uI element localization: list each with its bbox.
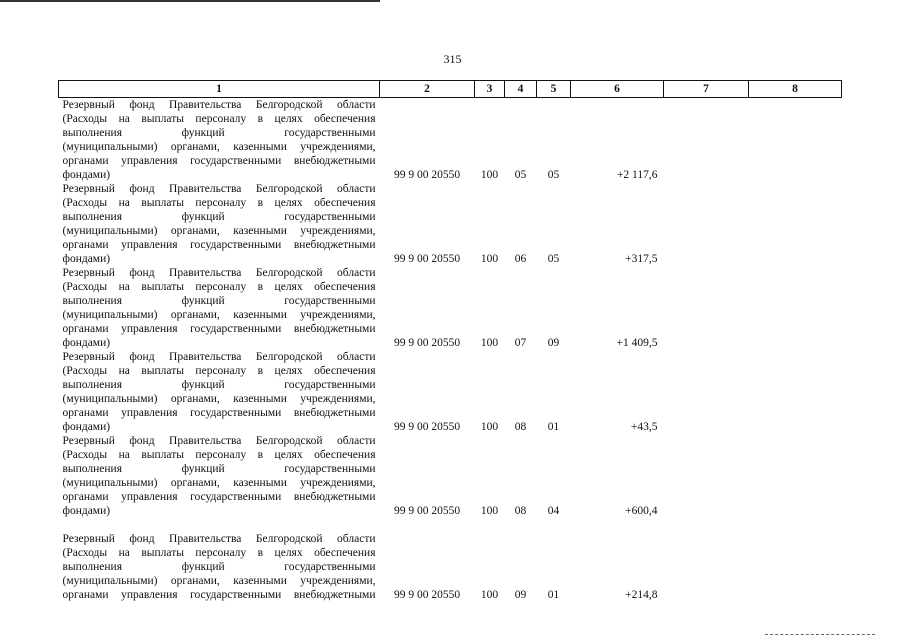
amount-value: +43,5 xyxy=(630,421,658,433)
table-header-row xyxy=(59,81,842,98)
desc-line: Резервный фонд Правительства Белгородской области xyxy=(62,351,376,363)
amount-value: +2 117,6 xyxy=(616,169,658,181)
table-row xyxy=(59,434,842,518)
amount-value: +214,8 xyxy=(625,589,658,601)
row-description xyxy=(59,434,380,518)
column-header-5: 5 xyxy=(537,81,571,98)
empty-cell-8 xyxy=(749,350,842,434)
desc-line: Резервный фонд Правительства Белгородской области xyxy=(62,99,376,111)
amount-value: +1 409,5 xyxy=(616,337,658,349)
column-header-7: 7 xyxy=(664,81,749,98)
column-header-1: 1 xyxy=(59,81,380,98)
empty-cell-7 xyxy=(664,266,749,350)
desc-line: органами управления государственными внебюджетными xyxy=(62,491,376,503)
table-row xyxy=(59,266,842,350)
desc-line: (Расходы на выплаты персоналу в целях обеспечения xyxy=(62,281,376,293)
scan-edge-line-bottom xyxy=(765,634,875,636)
desc-line: (муниципальными) органами, казенными учреждениями, xyxy=(62,141,376,153)
column-header-3: 3 xyxy=(475,81,505,98)
desc-line: (муниципальными) органами, казенными учреждениями, xyxy=(62,477,376,489)
row-description xyxy=(59,518,380,602)
scan-edge-line-top xyxy=(0,0,380,2)
target-article-code: 99 9 00 20550 xyxy=(393,337,461,349)
expense-type-code: 100 xyxy=(480,421,499,433)
desc-line: выполнения функций государственными xyxy=(62,127,376,139)
expense-type-code: 100 xyxy=(480,253,499,265)
desc-line: Резервный фонд Правительства Белгородской области xyxy=(62,533,376,545)
desc-line: (муниципальными) органами, казенными учреждениями, xyxy=(62,393,376,405)
target-article-code: 99 9 00 20550 xyxy=(393,505,461,517)
desc-line: фондами) xyxy=(62,421,111,433)
table-row xyxy=(59,182,842,266)
section-code: 06 xyxy=(514,253,527,265)
column-header-4: 4 xyxy=(505,81,537,98)
empty-cell-7 xyxy=(664,350,749,434)
desc-line: (муниципальными) органами, казенными учреждениями, xyxy=(62,575,376,587)
desc-line: (муниципальными) органами, казенными учреждениями, xyxy=(62,309,376,321)
desc-line: (Расходы на выплаты персоналу в целях обеспечения xyxy=(62,365,376,377)
empty-cell-7 xyxy=(664,434,749,518)
expense-type-code: 100 xyxy=(480,337,499,349)
desc-line: выполнения функций государственными xyxy=(62,211,376,223)
desc-line: выполнения функций государственными xyxy=(62,295,376,307)
empty-cell-8 xyxy=(749,182,842,266)
desc-line: Резервный фонд Правительства Белгородской области xyxy=(62,267,376,279)
budget-table xyxy=(58,80,842,602)
amount-value: +600,4 xyxy=(625,505,658,517)
desc-line: (Расходы на выплаты персоналу в целях обеспечения xyxy=(62,547,376,559)
desc-line: выполнения функций государственными xyxy=(62,379,376,391)
column-header-8: 8 xyxy=(749,81,842,98)
expense-type-code: 100 xyxy=(480,589,499,601)
page-number: 315 xyxy=(443,52,462,66)
desc-line: органами управления государственными внебюджетными xyxy=(62,323,376,335)
desc-line: фондами) xyxy=(62,169,111,181)
column-header-2: 2 xyxy=(380,81,475,98)
desc-line: Резервный фонд Правительства Белгородской области xyxy=(62,183,376,195)
amount-value: +317,5 xyxy=(625,253,658,265)
empty-cell-7 xyxy=(664,98,749,183)
row-description xyxy=(59,182,380,266)
target-article-code: 99 9 00 20550 xyxy=(393,589,461,601)
subsection-code: 09 xyxy=(547,337,560,349)
target-article-code: 99 9 00 20550 xyxy=(393,169,461,181)
desc-line: фондами) xyxy=(62,337,111,349)
target-article-code: 99 9 00 20550 xyxy=(393,253,461,265)
desc-line: (Расходы на выплаты персоналу в целях обеспечения xyxy=(62,113,376,125)
target-article-code: 99 9 00 20550 xyxy=(393,421,461,433)
section-code: 08 xyxy=(514,421,527,433)
desc-line: фондами) xyxy=(62,505,111,517)
table-row xyxy=(59,518,842,602)
section-code: 05 xyxy=(514,169,527,181)
desc-line: органами управления государственными внебюджетными xyxy=(62,407,376,419)
desc-line: фондами) xyxy=(62,253,111,265)
desc-line: органами управления государственными внебюджетными xyxy=(62,155,376,167)
desc-line: (Расходы на выплаты персоналу в целях обеспечения xyxy=(62,197,376,209)
empty-cell-7 xyxy=(664,518,749,602)
expense-type-code: 100 xyxy=(480,169,499,181)
table-row xyxy=(59,350,842,434)
subsection-code: 01 xyxy=(547,421,560,433)
desc-line: (Расходы на выплаты персоналу в целях обеспечения xyxy=(62,449,376,461)
subsection-code: 05 xyxy=(547,169,560,181)
desc-line: органами управления государственными внебюджетными xyxy=(62,589,376,601)
section-code: 08 xyxy=(514,505,527,517)
section-code: 07 xyxy=(514,337,527,349)
empty-cell-7 xyxy=(664,182,749,266)
expense-type-code: 100 xyxy=(480,505,499,517)
subsection-code: 05 xyxy=(547,253,560,265)
desc-line: (муниципальными) органами, казенными учреждениями, xyxy=(62,225,376,237)
table-row xyxy=(59,98,842,183)
row-description xyxy=(59,266,380,350)
row-description xyxy=(59,98,380,183)
desc-line: Резервный фонд Правительства Белгородской области xyxy=(62,435,376,447)
desc-line: органами управления государственными внебюджетными xyxy=(62,239,376,251)
desc-line: выполнения функций государственными xyxy=(62,463,376,475)
desc-line: выполнения функций государственными xyxy=(62,561,376,573)
column-header-6: 6 xyxy=(571,81,664,98)
subsection-code: 01 xyxy=(547,589,560,601)
empty-cell-8 xyxy=(749,434,842,518)
empty-cell-8 xyxy=(749,98,842,183)
section-code: 09 xyxy=(514,589,527,601)
subsection-code: 04 xyxy=(547,505,560,517)
row-description xyxy=(59,350,380,434)
empty-cell-8 xyxy=(749,518,842,602)
empty-cell-8 xyxy=(749,266,842,350)
